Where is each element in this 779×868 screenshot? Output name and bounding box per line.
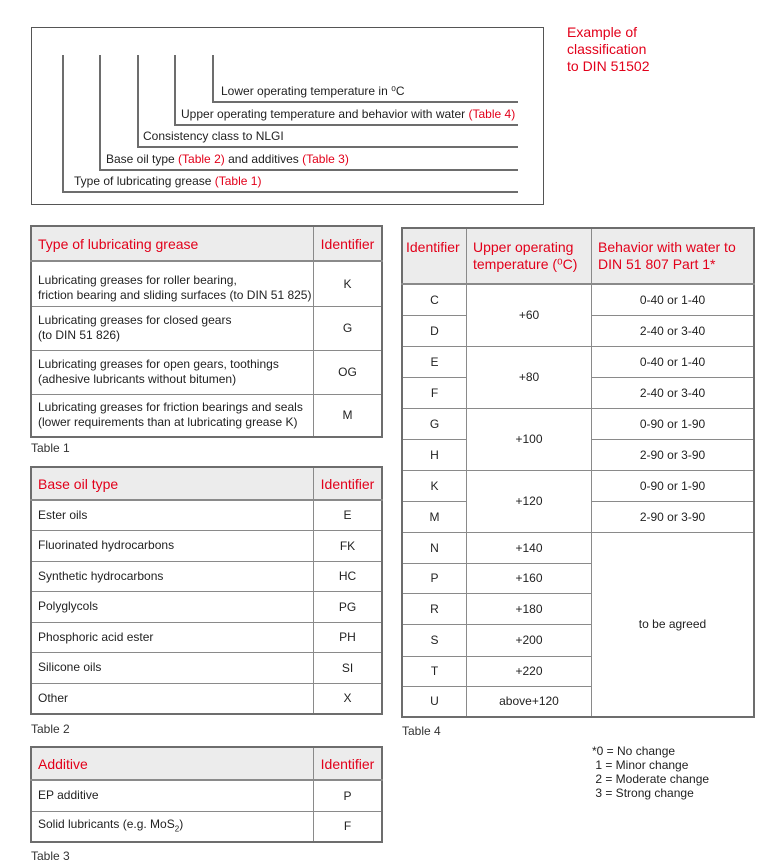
label-grease-type: Type of lubricating grease (Table 1) [74,174,262,188]
table-row: D 2-40 or 3-40 [402,315,754,346]
bracket-line-3 [137,55,139,148]
table-row: C +60 0-40 or 1-40 [402,284,754,315]
header-identifier: Identifier [314,467,383,500]
bracket-hline-5 [212,101,518,103]
table-row: Lubricating greases for friction bearings and seals (lower requirements than at lubricating grease K) M [31,394,382,437]
table-row: R +180 [402,593,754,624]
bracket-line-2 [99,55,101,171]
header-behavior-water: Behavior with water to DIN 51 807 Part 1* [592,228,755,284]
bracket-hline-1 [62,191,518,193]
table-row: Ester oils E [31,500,382,530]
table-row: Phosphoric acid ester PH [31,622,382,652]
bracket-hline-3 [137,146,518,148]
example-title: Example of classification to DIN 51502 [567,24,650,74]
caption-table-2: Table 2 [31,722,70,736]
table-row: H 2-90 or 3-90 [402,439,754,470]
caption-table-3: Table 3 [31,849,70,863]
label-base-oil: Base oil type (Table 2) and additives (Table 3) [106,152,349,166]
table-row: Other X [31,683,382,714]
caption-table-1: Table 1 [31,441,70,455]
ref-table-1: (Table 1) [214,174,262,188]
table-base-oil [30,466,383,715]
header-identifier: Identifier [314,226,383,261]
table-row: Lubricating greases for roller bearing, friction bearing and sliding surfaces (to DIN 51 825) K [31,261,382,306]
table-row: Silicone oils SI [31,652,382,683]
bracket-hline-2 [99,169,518,171]
table-row: Solid lubricants (e.g. MoS$_2$) F [31,811,382,842]
bracket-line-1 [62,55,64,193]
ref-table-3: (Table 3) [302,152,349,166]
table-row: S +200 [402,624,754,656]
bracket-line-4 [174,55,176,126]
table-row: Lubricating greases for closed gears (to DIN 51 826) G [31,306,382,350]
table-row: K +120 0-90 or 1-90 [402,470,754,501]
table-row: E +80 0-40 or 1-40 [402,346,754,377]
table-row: M 2-90 or 3-90 [402,501,754,532]
footnote-legend: *0 = No change 1 = Minor change 2 = Moderate change 3 = Strong change [592,744,710,800]
table-row: P +160 [402,563,754,593]
classification-diagram [31,27,544,205]
label-consistency: Consistency class to NLGI [143,129,284,143]
header-base-oil: Base oil type [31,467,314,500]
table-row: Polyglycols PG [31,591,382,622]
ref-table-2: (Table 2) [178,152,225,166]
table-row: Fluorinated hydrocarbons FK [31,530,382,561]
to-be-agreed-cell: to be agreed [592,532,755,717]
table-row: Synthetic hydrocarbons HC [31,561,382,591]
header-additive: Additive [31,747,314,780]
table-row: U above+120 [402,686,754,717]
header-identifier: Identifier [402,228,467,284]
ref-table-4: (Table 4) [468,107,516,121]
table-upper-temperature [401,227,755,718]
table-row: F 2-40 or 3-40 [402,377,754,408]
label-upper-temperature: Upper operating temperature and behavior with water (Table 4) [181,107,516,121]
table-grease-type [30,225,383,438]
bracket-line-5 [212,55,214,103]
table-row: N +140 to be agreed [402,532,754,563]
table-row: T +220 [402,656,754,686]
table-row: Lubricating greases for open gears, toothings (adhesive lubricants without bitumen) OG [31,350,382,394]
table-row: G +100 0-90 or 1-90 [402,408,754,439]
label-lower-temperature: Lower operating temperature in ⁰C [221,84,405,98]
header-identifier: Identifier [314,747,383,780]
header-upper-temp: Upper operating temperature (⁰C) [467,228,592,284]
header-grease-type: Type of lubricating grease [31,226,314,261]
bracket-hline-4 [174,124,518,126]
table-row: EP additive P [31,780,382,811]
caption-table-4: Table 4 [402,724,441,738]
table-additive [30,746,383,843]
